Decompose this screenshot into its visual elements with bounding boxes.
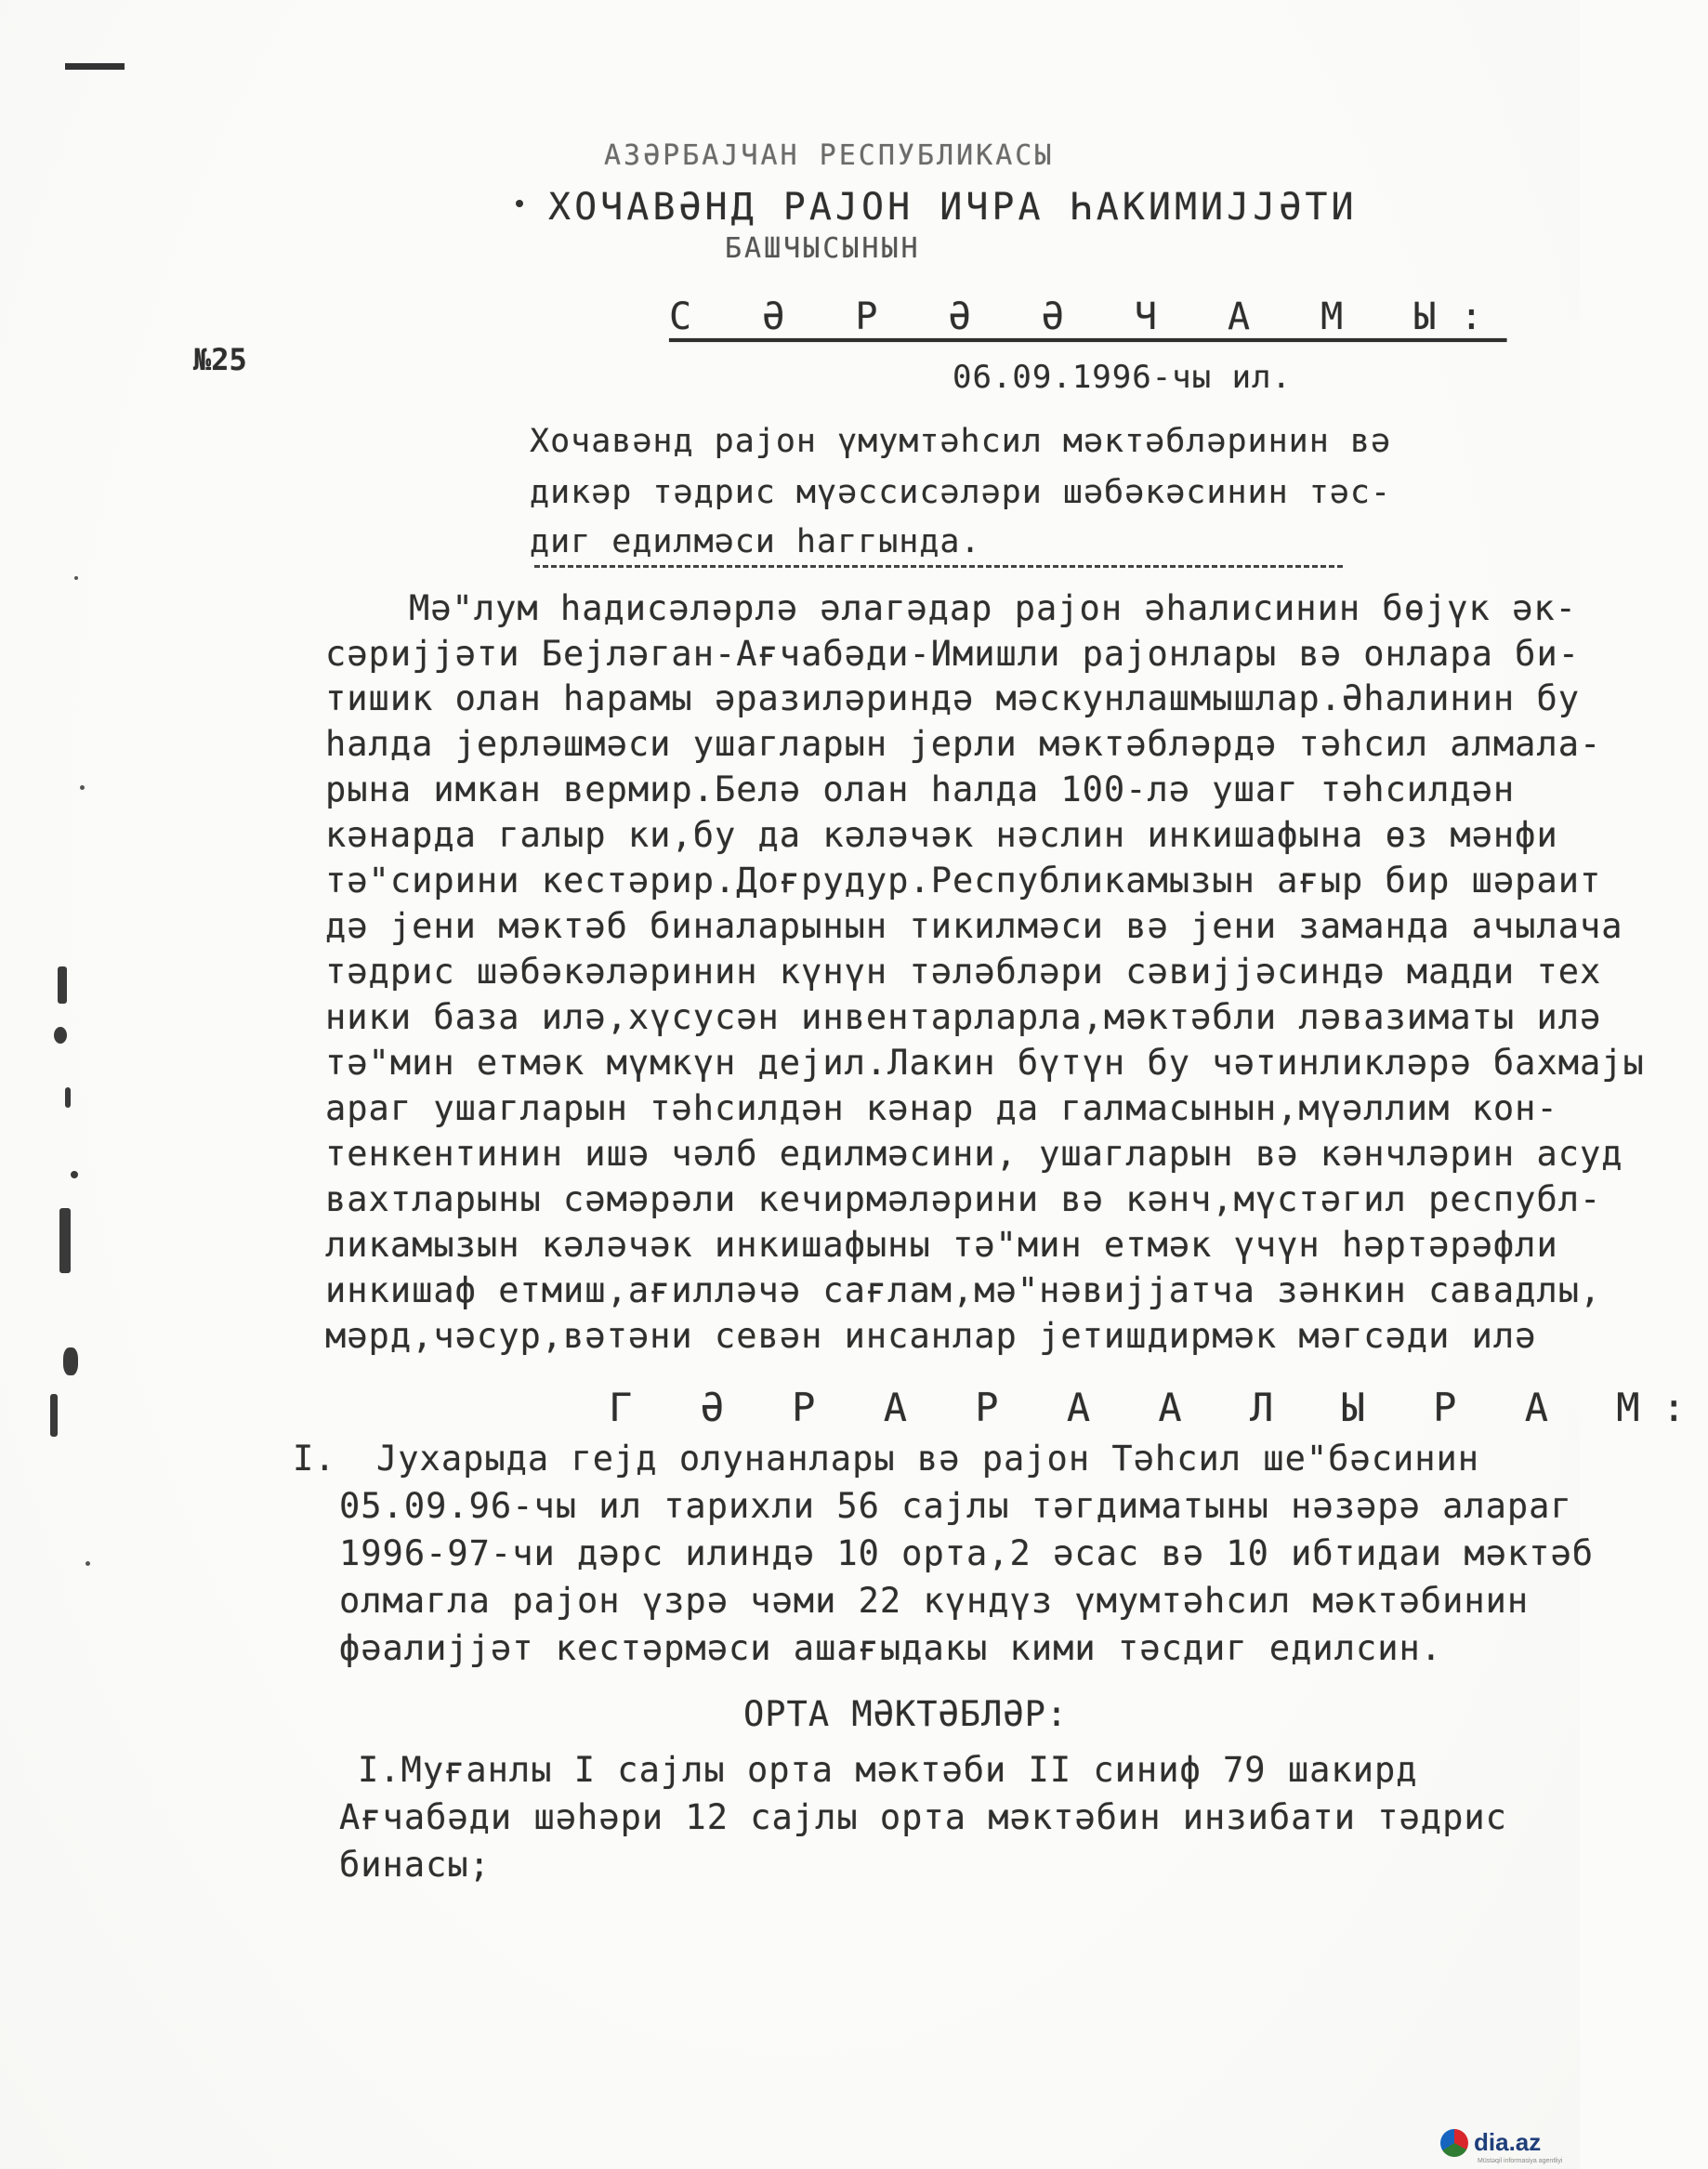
scan-artifact: [63, 1347, 78, 1375]
dia-az-watermark: [1440, 2128, 1541, 2157]
scan-artifact: [54, 1027, 67, 1044]
section-heading-secondary-schools: ОРТА МӘКТӘБЛӘР:: [743, 1694, 1069, 1734]
preamble-line: инкишаф етмиш,ағилләчә сағлам,мә"нәвијјатча зәнкин савадлы,: [325, 1270, 1602, 1310]
scan-artifact: [65, 1087, 71, 1108]
watermark-tagline: Müstəqil informasiya agentliyi: [1478, 2158, 1563, 2164]
item-line: 05.09.96-чы ил тарихли 56 сајлы тәгдиматыны нәзәрә алараг: [339, 1486, 1572, 1526]
header-bullet: [516, 200, 523, 207]
preamble-line: Мә"лум һадисәләрлә әлагәдар рајон әһалисинин бөјүк әк-: [409, 588, 1577, 628]
dia-logo-icon: [1440, 2129, 1468, 2157]
item-line: олмагла рајон үзрә чәми 22 күндүз үмумтәһсил мәктәбинин: [339, 1581, 1530, 1621]
scan-artifact: [58, 966, 67, 1004]
preamble-line: ники база илә,хүсусән инвентарларла,мәктәбли ләвазиматы илә: [325, 997, 1602, 1037]
preamble-line: мәрд,чәсур,вәтәни севән инсанлар јетишдирмәк мәгсәди илә: [325, 1316, 1537, 1356]
document-title: С Ә Р Ә Ә Ч А М Ы:: [669, 296, 1507, 338]
preamble-line: вахтларыны сәмәрәли кечирмәләрини вә кәнч,мүстәгил республ-: [325, 1179, 1602, 1219]
subject-line: дикәр тәдрис мүәссисәләри шәбәкәсинин тәс-: [530, 474, 1392, 511]
scan-artifact: [50, 1394, 58, 1437]
school-entry-line: I.Муғанлы I сајлы орта мәктәби II синиф 79 шакирд: [358, 1750, 1418, 1790]
document-date: 06.09.1996-чы ил.: [953, 359, 1292, 396]
school-entry-line: бинасы;: [339, 1845, 491, 1885]
item-line: Јухарыда гејд олунанлары вә рајон Тәһсил ше"бәсинин: [376, 1439, 1480, 1479]
preamble-line: дә јени мәктәб биналарынын тикилмәси вә јени заманда ачылача: [325, 906, 1623, 946]
preamble-line: тенкентинин ишә чәлб едилмәсини, ушагларын вә кәнчләрин асуд: [325, 1134, 1623, 1174]
school-entry-line: Ағчабәди шәһәри 12 сајлы орта мәктәбин инзибати тәдрис: [339, 1797, 1507, 1837]
scan-artifact: [59, 1208, 71, 1273]
preamble-line: ликамызын кәләчәк инкишафыны тә"мин етмәк үчүн һәртәрәфли: [325, 1225, 1558, 1265]
item-line: фәалијјәт кестәрмәси ашағыдакы кими тәсдиг едилсин.: [339, 1628, 1443, 1668]
header-republic: АЗӘРБАЈЧАН РЕСПУБЛИКАСЫ: [604, 139, 1055, 172]
scan-artifact: [80, 785, 85, 790]
preamble-line: тә"мин етмәк мүмкүн дејил.Лакин бүтүн бу чәтинликләрә бахмајы: [325, 1043, 1645, 1083]
decision-heading: Г Ә Р А Р А А Л Ы Р А М:: [609, 1385, 1708, 1430]
subject-underline: [534, 565, 1343, 568]
watermark-brand: dia.az: [1474, 2128, 1542, 2156]
preamble-line: рына имкан вермир.Белә олан һалда 100-лә ушаг тәһсилдән: [325, 769, 1516, 809]
preamble-line: һалда јерләшмәси ушагларын јерли мәктәбләрдә тәһсил алмала-: [325, 724, 1602, 764]
preamble-line: кәнарда галыр ки,бу да кәләчәк нәслин инкишафына өз мәнфи: [325, 815, 1558, 855]
subject-line: диг едилмәси һаггында.: [530, 523, 981, 560]
preamble-line: сәријјәти Бејләган-Ағчабәди-Имишли рајонлары вә онлара би-: [325, 634, 1581, 674]
preamble-line: араг ушагларын тәһсилдән кәнар да галмасынын,мүәллим кон-: [325, 1088, 1558, 1128]
item-number: I.: [293, 1439, 336, 1479]
document-number: №25: [193, 342, 247, 377]
top-left-dash-mark: [65, 63, 125, 70]
preamble-line: тәдрис шәбәкәләринин күнүн тәләбләри сәвијјәсиндә мадди тех: [325, 952, 1602, 992]
preamble-line: тишик олан һарамы әразиләриндә мәскунлашмышлар.Әһалинин бу: [325, 678, 1581, 718]
scan-artifact: [74, 576, 78, 580]
header-authority: ХОЧАВӘНД РАЈОН ИЧРА ҺАКИМИЈЈӘТИ: [548, 186, 1358, 229]
scan-artifact: [85, 1561, 90, 1566]
subject-line: Хочавәнд рајон үмумтәһсил мәктәбләринин вә: [530, 423, 1392, 460]
preamble-line: тә"сирини кестәрир.Доғрудур.Республикамызын ағыр бир шәраит: [325, 861, 1602, 900]
item-line: 1996-97-чи дәрс илиндә 10 орта,2 әсас вә 10 ибтидаи мәктәб: [339, 1533, 1595, 1573]
header-head: БАШЧЫСЫНЫН: [725, 232, 921, 265]
scan-artifact: [71, 1171, 78, 1178]
